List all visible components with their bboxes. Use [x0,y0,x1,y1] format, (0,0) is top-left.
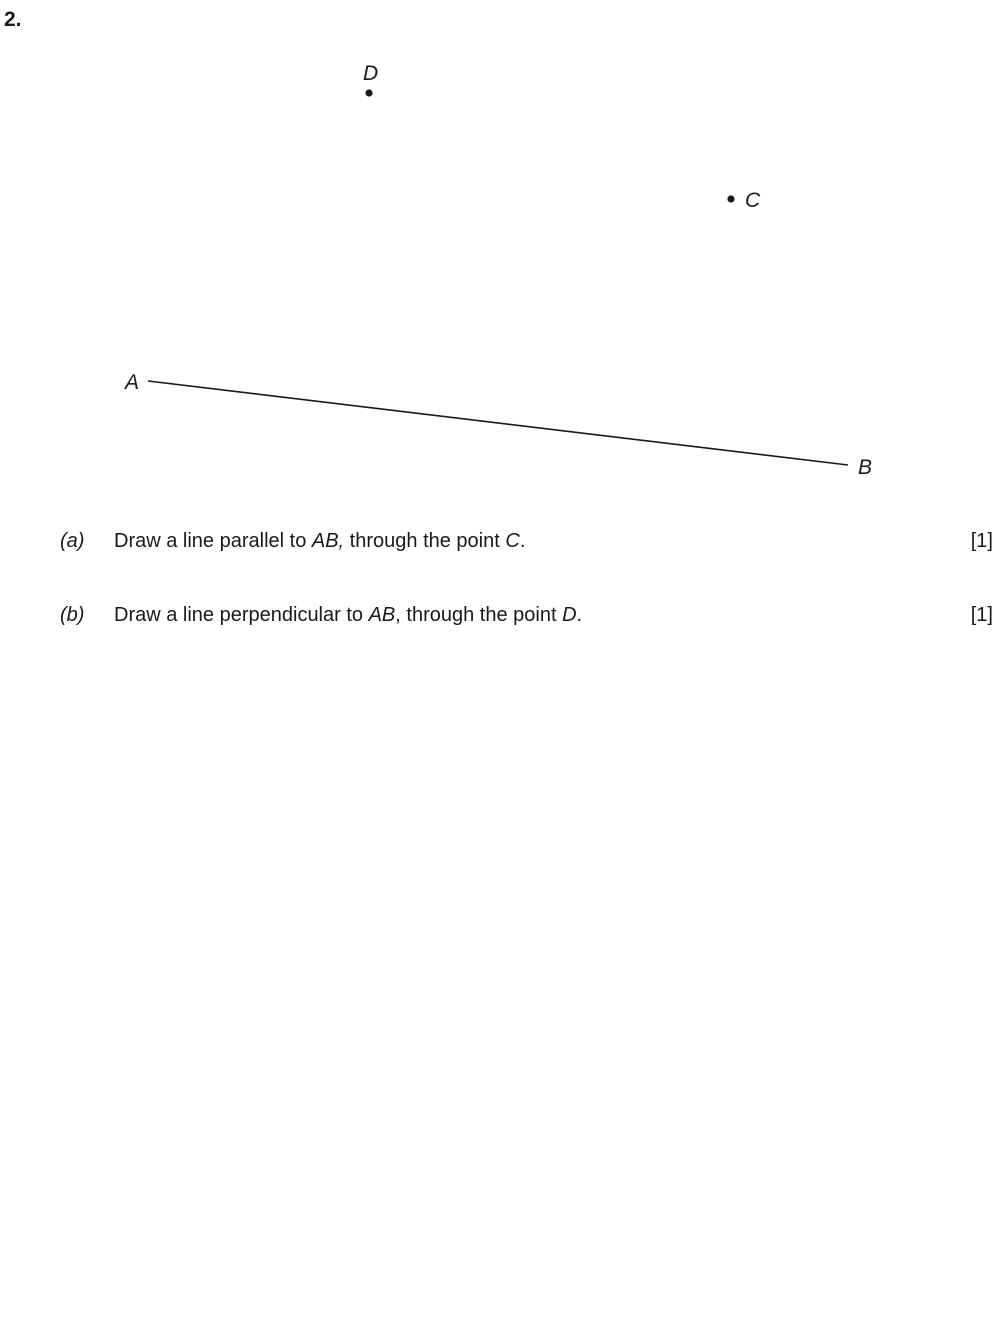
geometry-figure [0,0,999,500]
part-b-text-before: Draw a line perpendicular to [114,604,369,626]
question-number: 2. [4,8,22,31]
point-d-label: D [363,62,379,85]
part-a [0,530,999,560]
part-a-text [114,530,525,553]
point-b-label: B [858,456,873,479]
point-a-label: A [125,371,140,394]
part-a-label: (a) [60,530,85,552]
point-d-dot [365,89,372,96]
part-a-text-end: . [519,530,526,552]
part-a-text-before: Draw a line parallel to [114,530,312,552]
point-c-label: C [745,189,761,212]
part-a-text-middle: through the point [344,530,506,552]
part-b-marks: [1] [970,604,993,626]
part-a-line-name: AB, [311,530,345,552]
part-b-line-name: AB [368,604,396,626]
part-b [0,604,999,634]
part-b-text-end: . [576,604,583,626]
part-b-point-name: D [562,604,577,626]
part-b-label: (b) [60,604,85,626]
part-b-text [114,604,582,627]
part-a-marks: [1] [970,530,993,552]
part-b-text-middle: , through the point [395,604,563,626]
segment-ab [148,381,848,465]
part-a-point-name: C [505,530,520,552]
point-c-dot [727,195,734,202]
